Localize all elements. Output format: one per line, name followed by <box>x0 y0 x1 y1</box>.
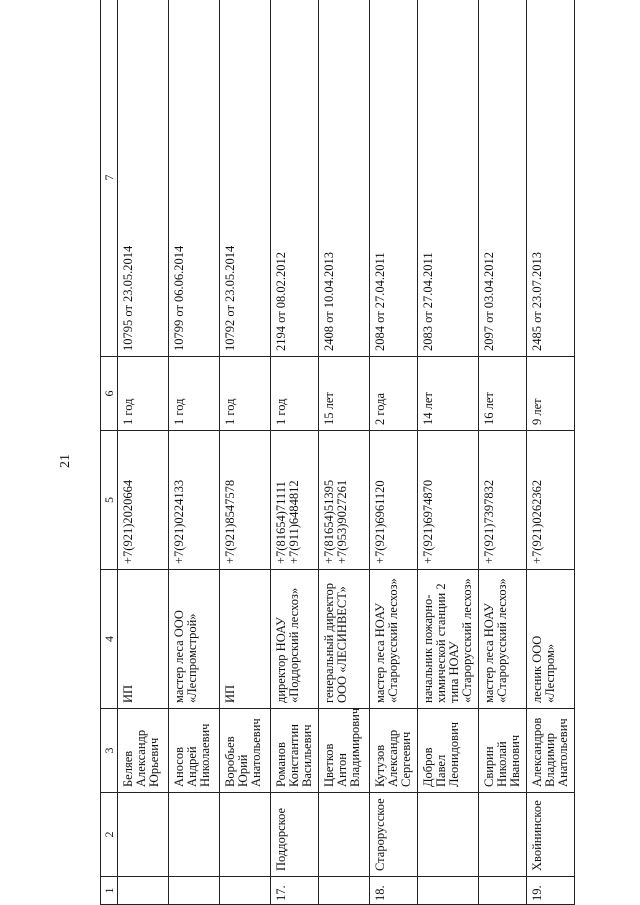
region-cell <box>220 793 271 877</box>
region-cell: Поддорское <box>271 793 319 877</box>
term-cell: 1 год <box>118 357 169 431</box>
cert-cell: 10795 от 23.05.2014 <box>118 0 169 357</box>
position-cell: мастер леса НОАУ «Старорусский лесхоз» <box>370 570 418 709</box>
name-cell: Александров Владимир Анатольевич <box>527 709 575 793</box>
position-cell: мастер леса НОАУ «Старорусский лесхоз» <box>479 570 527 709</box>
header-cell: 4 <box>101 570 118 709</box>
row-number <box>169 877 220 905</box>
row-number <box>418 877 479 905</box>
position-cell: директор НОАУ «Поддорский лесхоз» <box>271 570 319 709</box>
name-cell: Аносов Андрей Николаевич <box>169 709 220 793</box>
cert-cell: 2083 от 27.04.2011 <box>418 0 479 357</box>
header-cell: 1 <box>101 877 118 905</box>
phone-cell: +7(921)0224133 <box>169 431 220 570</box>
term-cell: 16 лет <box>479 357 527 431</box>
row-number: 17. <box>271 877 319 905</box>
term-cell: 9 лет <box>527 357 575 431</box>
cert-cell: 2408 от 10.04.2013 <box>319 0 370 357</box>
header-cell: 3 <box>101 709 118 793</box>
cert-cell: 10792 от 23.05.2014 <box>220 0 271 357</box>
table-row <box>527 0 575 905</box>
term-cell: 2 года <box>370 357 418 431</box>
name-cell: Кутузов Александр Сергеевич <box>370 709 418 793</box>
cert-cell: 2097 от 03.04.2012 <box>479 0 527 357</box>
table-row <box>271 0 319 905</box>
phone-cell: +7(921)0262362 <box>527 431 575 570</box>
table-row <box>319 0 370 905</box>
cert-cell: 10799 от 06.06.2014 <box>169 0 220 357</box>
header-cell: 7 <box>101 0 118 357</box>
data-table <box>100 0 575 905</box>
table-row <box>479 0 527 905</box>
region-cell: Старорусское <box>370 793 418 877</box>
position-cell: начальник пожарно-химической станции 2 типа НОАУ «Старорусский лесхоз» <box>418 570 479 709</box>
table-row <box>370 0 418 905</box>
table-row <box>118 0 169 905</box>
term-cell: 1 год <box>169 357 220 431</box>
row-number <box>479 877 527 905</box>
table-row <box>220 0 271 905</box>
term-cell: 14 лет <box>418 357 479 431</box>
region-cell <box>319 793 370 877</box>
cert-cell: 2194 от 08.02.2012 <box>271 0 319 357</box>
table-row <box>418 0 479 905</box>
row-number <box>118 877 169 905</box>
row-number <box>220 877 271 905</box>
region-cell: Хвойнинское <box>527 793 575 877</box>
term-cell: 15 лет <box>319 357 370 431</box>
position-cell: лесник ООО «Леспром» <box>527 570 575 709</box>
term-cell: 1 год <box>220 357 271 431</box>
name-cell: Добров Павел Леонидович <box>418 709 479 793</box>
name-cell: Беляев Александр Юрьевич <box>118 709 169 793</box>
region-cell <box>118 793 169 877</box>
position-cell: мастер леса ООО «Леспромстрой» <box>169 570 220 709</box>
region-cell <box>418 793 479 877</box>
name-cell: Романов Константин Васильевич <box>271 709 319 793</box>
phone-cell: +7(921)6974870 <box>418 431 479 570</box>
header-row <box>101 0 118 905</box>
term-cell: 1 год <box>271 357 319 431</box>
name-cell: Воробьев Юрий Анатольевич <box>220 709 271 793</box>
header-cell: 2 <box>101 793 118 877</box>
header-cell: 6 <box>101 357 118 431</box>
position-cell: генеральный директор ООО «ЛЕСИНВЕСТ» <box>319 570 370 709</box>
row-number: 19. <box>527 877 575 905</box>
position-cell: ИП <box>220 570 271 709</box>
phone-cell: +7(921)7397832 <box>479 431 527 570</box>
position-cell: ИП <box>118 570 169 709</box>
cert-cell: 2084 от 27.04.2011 <box>370 0 418 357</box>
name-cell: Цветков Антон Владимирович <box>319 709 370 793</box>
row-number: 18. <box>370 877 418 905</box>
table-row <box>169 0 220 905</box>
cert-cell: 2485 от 23.07.2013 <box>527 0 575 357</box>
rotated-table-container <box>100 62 570 905</box>
region-cell <box>169 793 220 877</box>
phone-cell: +7(921)6961120 <box>370 431 418 570</box>
phone-cell: +7(921)2020664 <box>118 431 169 570</box>
page-number: 21 <box>58 454 73 468</box>
name-cell: Свирин Николай Иванович <box>479 709 527 793</box>
region-cell <box>479 793 527 877</box>
row-number <box>319 877 370 905</box>
phone-cell: +7(81654)71111 +7(911)6484812 <box>271 431 319 570</box>
header-cell: 5 <box>101 431 118 570</box>
phone-cell: +7(921)8547578 <box>220 431 271 570</box>
phone-cell: +7(81654)51395 +7(953)9027261 <box>319 431 370 570</box>
